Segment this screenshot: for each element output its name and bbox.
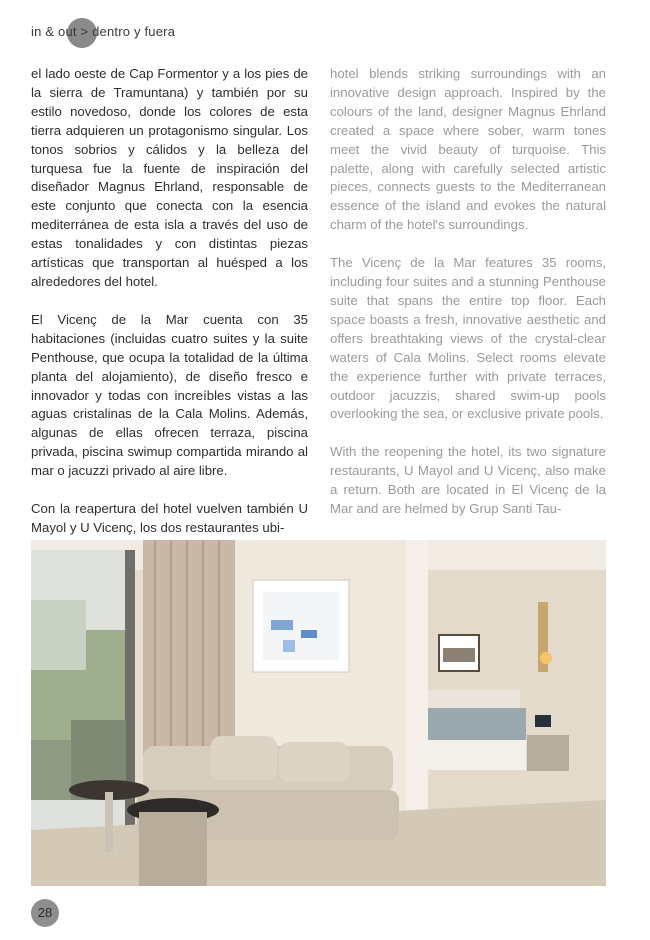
page-number: 28 — [31, 899, 59, 927]
hotel-suite-photo — [31, 540, 606, 886]
header-section-b: dentro y fuera — [92, 24, 176, 39]
column-spanish — [31, 65, 308, 557]
paragraph: With the reopening the hotel, its two signature restaurants, U Mayol and U Vicenç, also make a return. Both are located in El Vicenç de la Mar and are helmed by Grup Santi Tau- — [330, 444, 606, 517]
paragraph: el lado oeste de Cap Formentor y a los pies de la sierra de Tramuntana) y también por su estilo novedoso, donde los colores de esta tierra adquieren un protagonismo singular. Los tonos sobrios y cálidos y la belleza del turquesa fue la fuente de inspiración del diseñador Magnus Ehrland, responsable de este conjunto que conecta con la esencia mediterránea de esta isla a través del uso de estas tonalidades y con distintas piezas artísticas que transportan al huésped a los alrededores del hotel. — [31, 66, 308, 289]
section-header — [31, 24, 175, 44]
paragraph: hotel blends striking surroundings with an innovative design approach. Inspired by the colours of the land, designer Magnus Ehrland created a space where sober, warm tones meet the vivid beauty of turquoise. This palette, along with carefully selected artistic pieces, connects guests to the Mediterranean essence of the island and evokes the natural charm of the hotel's surroundings. — [330, 66, 606, 233]
header-separator: > — [80, 24, 89, 39]
paragraph: The Vicenç de la Mar features 35 rooms, including four suites and a stunning Penthouse suite that spans the entire top floor. Each space boasts a fresh, innovative aesthetic and offers breathtaking views of the crystal-clear waters of Cala Molins. Select rooms elevate the experience further with private terraces, outdoor jacuzzis, shared swim-up pools overlooking the sea, or exclusive private pools. — [330, 255, 606, 422]
header-section-a: in & out — [31, 24, 77, 39]
paragraph: El Vicenç de la Mar cuenta con 35 habitaciones (incluidas cuatro suites y la suite Penthouse, que ocupa la totalidad de la última planta del alojamiento), de diseño fresco e innovador y todas con increíbles vistas a las aguas cristalinas de la Cala Molins. Además, algunas de ellas ofrecen terraza, piscina privada, piscina swimup compartida mirando al mar o jacuzzi privado al aire libre. — [31, 311, 308, 479]
column-english — [330, 65, 606, 538]
paragraph: Con la reapertura del hotel vuelven también U Mayol y U Vicenç, los dos restaurantes ubi- — [31, 501, 308, 535]
